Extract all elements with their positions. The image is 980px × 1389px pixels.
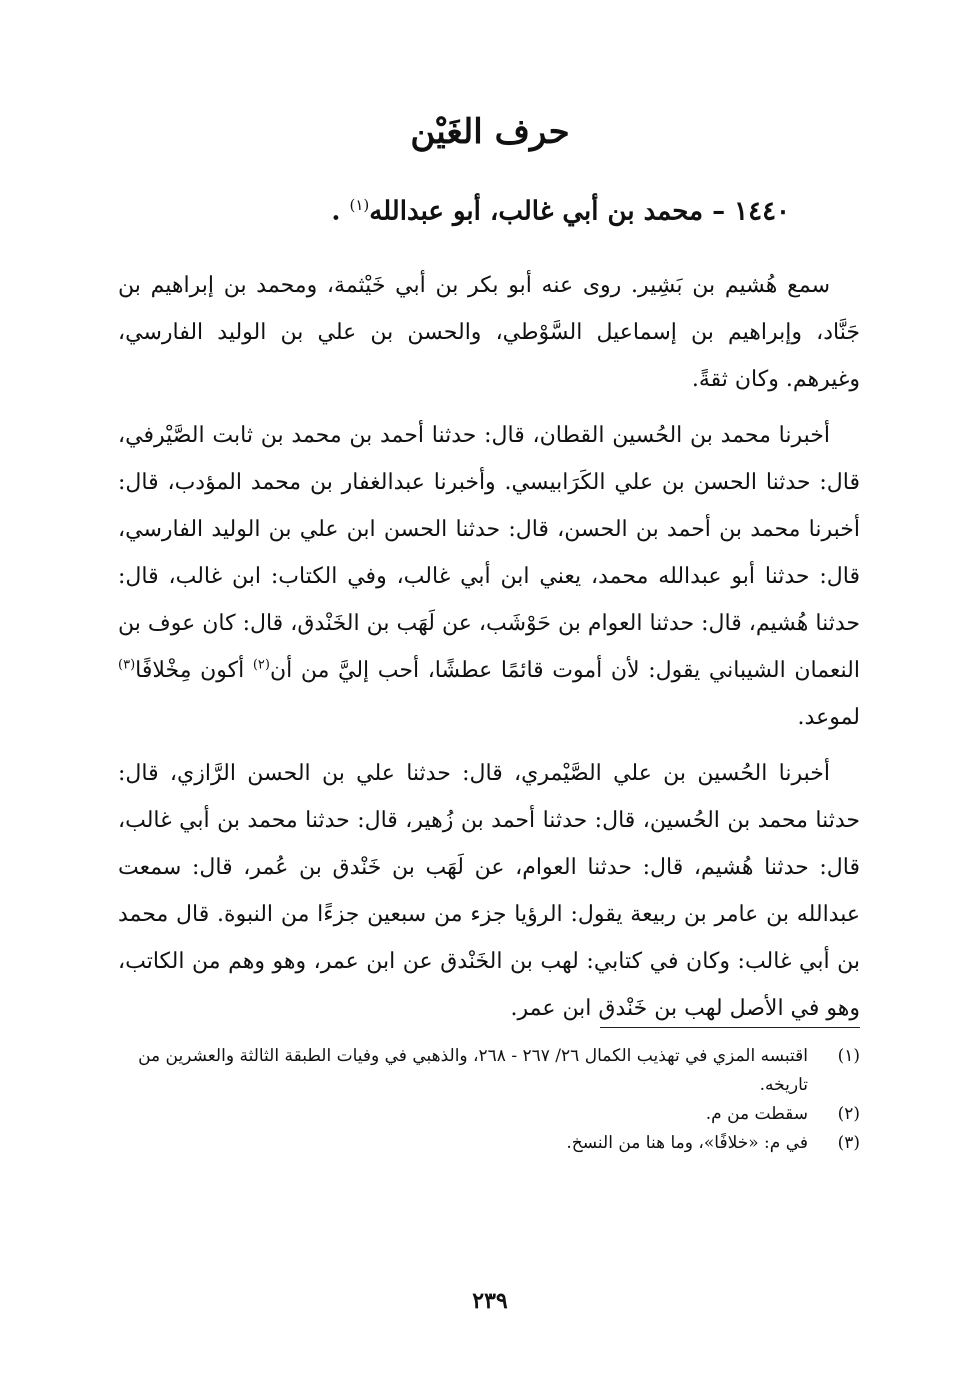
entry-end: . (331, 196, 341, 227)
footnote-text: سقطت من م. (705, 1104, 808, 1124)
paragraph-text: أخبرنا الحُسين بن علي الصَّيْمري، قال: حدثنا علي بن الحسن الرَّازي، قال: حدثنا محمد بن الحُسين، قال: حدثنا أحمد بن زُهير، قال: حدثنا محمد بن أبي غالب، قال: حدثنا هُشيم، قال: حدثنا العوام، عن لَهَب بن خَنْدق بن عُمر، قال: سمعت عبدالله بن عامر بن ربيعة يقول: الرؤيا جزء من سبعين جزءًا من النبوة. قال محمد بن أبي غالب: وكان في كتابي: لهب بن الخَنْدق عن ابن عمر، وهو وهم من الكاتب، وهو في الأصل لهب بن خَنْدق ابن عمر. (118, 761, 860, 1021)
paragraph-text: أكون مِخْلافًا (135, 658, 245, 683)
footnote-1 (115, 1042, 860, 1100)
paragraph-text: لموعد. (797, 705, 860, 730)
paragraph-2 (118, 412, 860, 741)
paragraph-3 (118, 750, 860, 1032)
footnote-ref-2: (٢) (252, 657, 270, 673)
entry-name: محمد بن أبي غالب، أبو عبدالله (369, 196, 704, 227)
page-number: ٢٣٩ (472, 1288, 508, 1314)
footnote-number: (٢) (837, 1104, 860, 1124)
paragraph-text: سمع هُشيم بن بَشِير. روى عنه أبو بكر بن أبي خَيْثمة، ومحمد بن إبراهيم بن جَنَّاد، وإبراهيم بن إسماعيل السَّوْطي، والحسن بن علي بن الوليد الفارسي، وغيرهم. وكان ثقةً. (118, 273, 860, 392)
footnote-number: (٣) (837, 1133, 860, 1153)
paragraph-text: أخبرنا محمد بن الحُسين القطان، قال: حدثنا أحمد بن محمد بن ثابت الصَّيْرفي، قال: حدثنا الحسن بن علي الكَرَابيسي. وأخبرنا عبدالغفار بن محمد المؤدب، قال: أخبرنا محمد بن أحمد بن الحسن، قال: حدثنا الحسن ابن علي بن الوليد الفارسي، قال: حدثنا أبو عبدالله محمد، يعني ابن أبي غالب، وفي الكتاب: ابن غالب، قال: حدثنا هُشيم، قال: حدثنا العوام بن حَوْشَب، عن لَهَب بن الخَنْدق، قال: كان عوف بن النعمان الشيباني يقول: لأن أموت قائمًا عطشًا، أحب إليَّ من أن (118, 423, 860, 683)
footnote-text: اقتبسه المزي في تهذيب الكمال ٢٦/ ٢٦٧ - ٢٦٨، والذهبي في وفيات الطبقة الثالثة والعشرين من تاريخه. (138, 1046, 808, 1095)
footnote-number: (١) (837, 1046, 860, 1066)
footnote-ref-3: (٣) (118, 657, 136, 673)
chapter-title: حرف الغَيْن (410, 112, 570, 152)
entry-heading (150, 196, 790, 227)
footnote-text: في م: «خلافًا»، وما هنا من النسخ. (566, 1133, 808, 1153)
footnotes (115, 1042, 860, 1158)
entry-dash: – (712, 196, 726, 227)
footnote-ref-1: (١) (349, 196, 370, 214)
footnote-2 (115, 1100, 860, 1129)
body-text (118, 262, 860, 1041)
footnote-3 (115, 1129, 860, 1158)
footnote-divider (600, 1027, 860, 1028)
paragraph-1 (118, 262, 860, 403)
entry-number: ١٤٤٠ (734, 196, 790, 227)
